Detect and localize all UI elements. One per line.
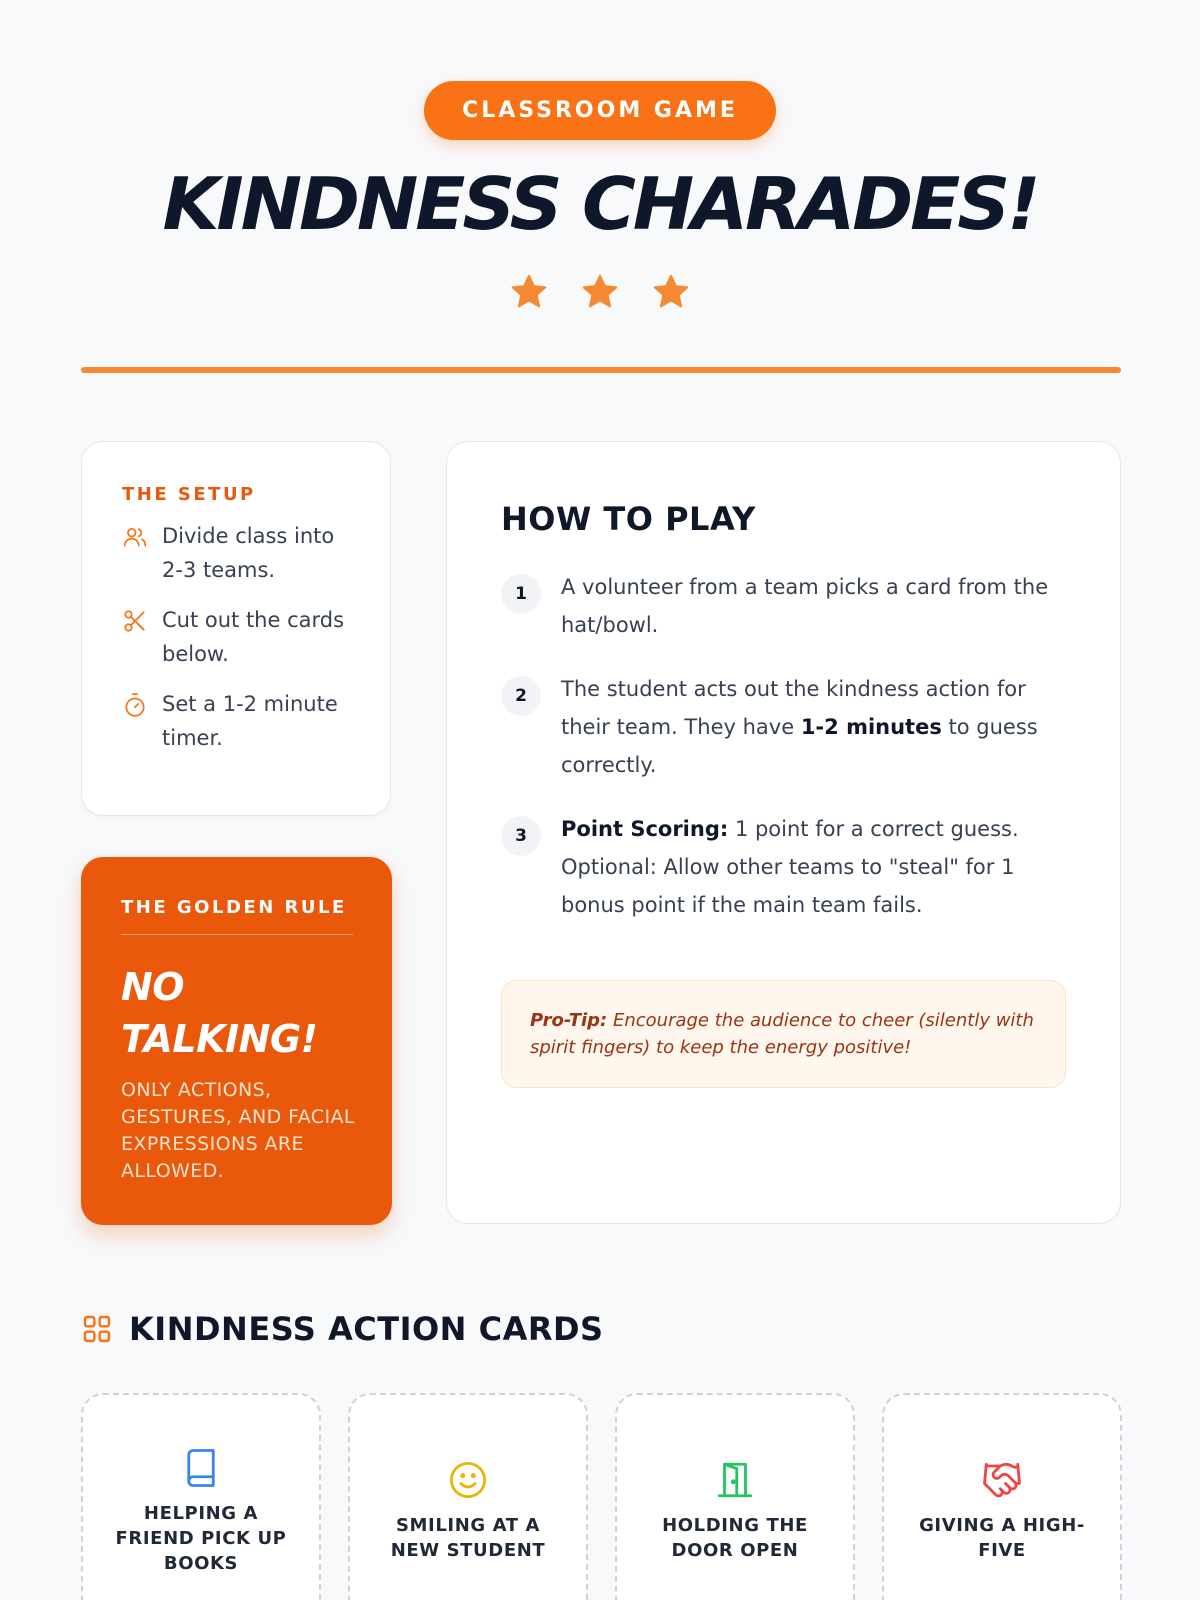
step-item [501,568,1066,644]
golden-rule-description: ONLY ACTIONS, GESTURES, AND FACIAL EXPRESSIONS ARE ALLOWED. [121,1079,355,1182]
star-row [0,272,1200,312]
step-item [501,670,1066,784]
pro-tip-label: Pro-Tip: [530,1010,608,1031]
step-text [561,810,1066,924]
setup-item [122,523,360,587]
page-title: KINDNESS CHARADES! [162,162,1038,246]
users-icon [122,524,148,550]
star-icon [509,272,549,312]
setup-card [81,441,391,816]
star-icon [580,272,620,312]
step-number: 3 [501,816,541,856]
badge-wrap [0,81,1200,140]
action-card[interactable] [81,1393,321,1600]
smile-icon [447,1459,489,1501]
step-number: 2 [501,676,541,716]
action-card[interactable] [882,1393,1122,1600]
step-text-part: 1 point for a correct guess. Optional: Allow other teams to "steal" for 1 bonus point if the main team fails. [561,817,1019,917]
golden-rule-title [121,961,362,1065]
action-card[interactable] [348,1393,588,1600]
step-number: 1 [501,574,541,614]
setup-item-text: Set a 1-2 minute timer. [162,692,338,750]
handshake-icon [981,1459,1023,1501]
setup-item-text: Cut out the cards below. [162,608,345,666]
scissors-icon [122,608,148,634]
header-divider [81,367,1121,373]
how-to-play-heading: HOW TO PLAY [501,500,756,538]
action-card[interactable] [615,1393,855,1600]
action-card-label: HOLDING THE DOOR OPEN [662,1515,808,1561]
book-icon [180,1447,222,1489]
action-card-label: GIVING A HIGH-FIVE [919,1515,1085,1561]
golden-rule-heading: THE GOLDEN RULE [121,897,353,935]
door-icon [714,1459,756,1501]
cards-section-title: KINDNESS ACTION CARDS [129,1310,604,1348]
golden-rule-title-line1: NO [121,965,185,1009]
setup-heading: THE SETUP [122,484,256,505]
step-text-bold: Point Scoring: [561,817,729,841]
pro-tip-box [501,980,1066,1088]
star-icon [651,272,691,312]
step-text: A volunteer from a team picks a card from the hat/bowl. [561,575,1049,637]
category-badge: CLASSROOM GAME [424,81,776,140]
timer-icon [122,692,148,718]
setup-item [122,607,360,671]
setup-item-text: Divide class into 2-3 teams. [162,524,335,582]
step-text-part: to guess correctly. [561,715,1038,777]
grid-icon [81,1313,113,1345]
step-item [501,810,1066,924]
how-to-play-card [446,441,1121,1224]
action-card-label: SMILING AT A NEW STUDENT [390,1515,546,1561]
step-text-bold: 1-2 minutes [800,715,942,739]
step-text-part: The student acts out the kindness action for their team. They have [561,677,1026,739]
action-card-label: HELPING A FRIEND PICK UP BOOKS [115,1503,287,1574]
cards-section-heading [81,1310,604,1348]
golden-rule-title-line2: TALKING! [121,1017,318,1061]
setup-item [122,691,360,755]
pro-tip-text: Encourage the audience to cheer (silently with spirit fingers) to keep the energy positive! [530,1010,1034,1058]
step-text [561,670,1066,784]
golden-rule-card [81,857,392,1225]
